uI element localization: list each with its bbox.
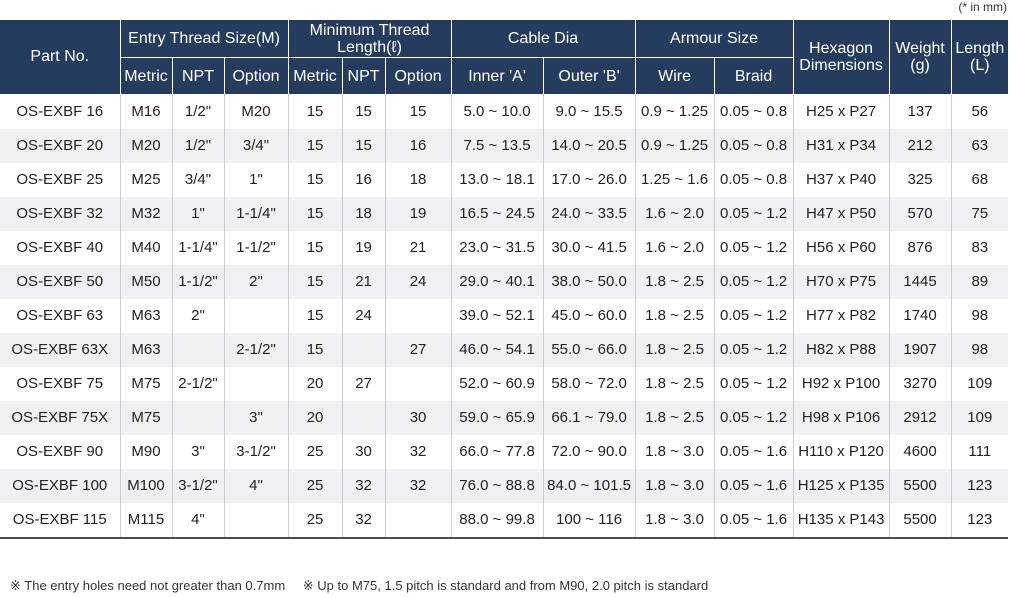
table-row (0, 197, 1008, 231)
cell-length: 109 (951, 401, 1008, 435)
cell-armour-braid: 0.05 ~ 1.6 (714, 503, 793, 538)
cell-length: 123 (951, 469, 1008, 503)
cell-part-no: OS-EXBF 75X (0, 401, 120, 435)
cell-weight: 4600 (889, 435, 951, 469)
cell-weight: 1740 (889, 299, 951, 333)
cell-min-npt: 24 (342, 299, 385, 333)
cell-min-npt: 27 (342, 367, 385, 401)
cell-entry-metric: M90 (120, 435, 172, 469)
cell-entry-metric: M63 (120, 333, 172, 367)
footnotes (10, 578, 722, 594)
cell-min-npt: 15 (342, 129, 385, 163)
cell-part-no: OS-EXBF 75 (16, 375, 104, 392)
cell-entry-metric: M75 (120, 401, 172, 435)
subheader-min-npt: NPT (342, 58, 385, 95)
cell-hexagon-dimensions: H82 x P88 (793, 333, 889, 367)
subheader-entry-metric: Metric (120, 58, 172, 95)
cell-cable-inner: 39.0 ~ 52.1 (451, 299, 543, 333)
cell-hexagon-dimensions: H56 x P60 (793, 231, 889, 265)
cell-cable-outer: 14.0 ~ 20.5 (543, 129, 635, 163)
table-header (0, 20, 1008, 94)
table-row (0, 231, 1008, 265)
table-row (0, 94, 1008, 129)
cell-entry-npt: 1/2" (172, 129, 224, 163)
cell-hexagon-dimensions: H31 x P34 (793, 129, 889, 163)
cell-min-metric: 15 (288, 299, 342, 333)
cell-armour-braid: 0.05 ~ 1.2 (714, 265, 793, 299)
cell-armour-wire: 1.8 ~ 2.5 (635, 401, 714, 435)
cell-min-npt: 21 (342, 265, 385, 299)
table-row (0, 503, 1008, 538)
header-cable-dia: Cable Dia (451, 20, 635, 58)
cell-armour-braid: 0.05 ~ 0.8 (714, 94, 793, 129)
cell-armour-braid: 0.05 ~ 1.6 (714, 435, 793, 469)
cell-cable-inner: 52.0 ~ 60.9 (451, 367, 543, 401)
cell-armour-braid: 0.05 ~ 1.6 (714, 469, 793, 503)
cell-hexagon-dimensions: H110 x P120 (793, 435, 889, 469)
cell-entry-npt: 3-1/2" (172, 469, 224, 503)
cell-min-metric: 25 (288, 435, 342, 469)
cell-part-no: OS-EXBF 115 (0, 503, 120, 538)
cell-armour-wire: 1.8 ~ 3.0 (635, 503, 714, 538)
cell-armour-wire: 0.9 ~ 1.25 (635, 129, 714, 163)
cell-part-no: OS-EXBF 40 (16, 239, 104, 256)
cell-entry-npt: 2" (172, 299, 224, 333)
cell-entry-metric: M40 (120, 231, 172, 265)
cell-entry-metric: M100 (120, 469, 172, 503)
cell-entry-option: 2-1/2" (224, 333, 288, 367)
cell-length: 98 (951, 299, 1008, 333)
cell-armour-wire: 1.8 ~ 3.0 (635, 435, 714, 469)
header-hexagon-dimensions: Hexagon Dimensions (793, 20, 889, 94)
cell-length: 75 (951, 197, 1008, 231)
cell-min-metric: 15 (288, 333, 342, 367)
table-row (0, 333, 1008, 367)
cell-min-metric: 15 (288, 265, 342, 299)
cell-cable-outer: 84.0 ~ 101.5 (543, 469, 635, 503)
cell-entry-npt: 4" (172, 503, 224, 538)
cell-armour-wire: 1.8 ~ 2.5 (635, 333, 714, 367)
cell-cable-outer: 58.0 ~ 72.0 (543, 367, 635, 401)
cell-length: 109 (951, 367, 1008, 401)
cell-min-option: 27 (385, 333, 451, 367)
subheader-min-metric: Metric (288, 58, 342, 95)
cell-min-option: 32 (385, 435, 451, 469)
table-row (0, 435, 1008, 469)
cell-min-npt: 16 (342, 163, 385, 197)
cell-entry-metric: M25 (120, 163, 172, 197)
cell-min-npt: 30 (342, 435, 385, 469)
cell-entry-metric: M50 (120, 265, 172, 299)
cell-weight: 137 (889, 94, 951, 129)
cell-armour-braid: 0.05 ~ 1.2 (714, 367, 793, 401)
cell-hexagon-dimensions: H47 x P50 (793, 197, 889, 231)
subheader-armour-wire: Wire (635, 58, 714, 95)
table-row (0, 299, 1008, 333)
header-entry-thread-size: Entry Thread Size(M) (120, 20, 288, 58)
cell-min-option: 32 (385, 469, 451, 503)
cell-entry-npt: 1-1/4" (172, 231, 224, 265)
cell-armour-wire: 1.8 ~ 3.0 (635, 469, 714, 503)
cell-hexagon-dimensions: H98 x P106 (793, 401, 889, 435)
subheader-armour-braid: Braid (714, 58, 793, 95)
cell-weight: 1445 (889, 265, 951, 299)
cell-cable-inner: 66.0 ~ 77.8 (451, 435, 543, 469)
cell-min-metric: 20 (288, 401, 342, 435)
table-row (0, 265, 1008, 299)
cell-entry-npt: 1-1/2" (172, 265, 224, 299)
cell-cable-inner: 5.0 ~ 10.0 (451, 94, 543, 129)
cell-entry-npt: 2-1/2" (172, 367, 224, 401)
header-minimum-thread-length: Minimum Thread Length(ℓ) (288, 20, 451, 58)
cell-entry-npt: 3/4" (172, 163, 224, 197)
cell-armour-braid: 0.05 ~ 1.2 (714, 197, 793, 231)
cell-cable-outer: 55.0 ~ 66.0 (543, 333, 635, 367)
cell-entry-metric: M115 (120, 503, 172, 538)
cell-entry-option: 4" (224, 469, 288, 503)
cell-min-option: 30 (385, 401, 451, 435)
cell-entry-option (224, 367, 288, 401)
cell-hexagon-dimensions: H77 x P82 (793, 299, 889, 333)
cell-part-no: OS-EXBF 32 (0, 197, 120, 231)
cell-hexagon-dimensions: H125 x P135 (793, 469, 889, 503)
cell-armour-wire: 1.6 ~ 2.0 (635, 197, 714, 231)
cell-weight: 876 (889, 231, 951, 265)
spec-table (0, 20, 1008, 539)
cell-armour-wire: 1.8 ~ 2.5 (635, 367, 714, 401)
cell-entry-option: 2" (224, 265, 288, 299)
cell-part-no: OS-EXBF 25 (16, 171, 104, 188)
cell-min-option: 18 (385, 163, 451, 197)
header-weight: Weight (g) (889, 20, 951, 94)
cell-min-metric: 25 (288, 503, 342, 538)
cell-cable-inner: 59.0 ~ 65.9 (451, 401, 543, 435)
cell-length: 68 (951, 163, 1008, 197)
header-length: Length (L) (951, 20, 1008, 94)
cell-length: 56 (951, 94, 1008, 129)
cell-entry-option: 1-1/2" (224, 231, 288, 265)
cell-cable-outer: 30.0 ~ 41.5 (543, 231, 635, 265)
cell-cable-inner: 13.0 ~ 18.1 (451, 163, 543, 197)
cell-part-no: OS-EXBF 63X (0, 333, 120, 367)
cell-cable-inner: 88.0 ~ 99.8 (451, 503, 543, 538)
cell-min-option: 19 (385, 197, 451, 231)
cell-cable-outer: 72.0 ~ 90.0 (543, 435, 635, 469)
cell-length: 63 (951, 129, 1008, 163)
cell-weight: 2912 (889, 401, 951, 435)
cell-length: 89 (951, 265, 1008, 299)
table-row (0, 163, 1008, 197)
cell-weight: 570 (889, 197, 951, 231)
cell-entry-npt: 1" (172, 197, 224, 231)
cell-cable-outer: 24.0 ~ 33.5 (543, 197, 635, 231)
cell-part-no: OS-EXBF 63 (16, 307, 104, 324)
cell-min-npt (342, 333, 385, 367)
cell-entry-option: 3" (224, 401, 288, 435)
cell-min-npt: 32 (342, 503, 385, 538)
cell-entry-npt (172, 401, 224, 435)
cell-weight: 212 (889, 129, 951, 163)
cell-min-metric: 15 (288, 163, 342, 197)
cell-armour-wire: 1.8 ~ 2.5 (635, 265, 714, 299)
cell-min-npt: 15 (342, 94, 385, 129)
unit-note: (* in mm) (958, 0, 1007, 14)
cell-entry-option: 3-1/2" (224, 435, 288, 469)
cell-min-option: 16 (385, 129, 451, 163)
cell-cable-outer: 17.0 ~ 26.0 (543, 163, 635, 197)
cell-weight: 5500 (889, 503, 951, 538)
cell-weight: 3270 (889, 367, 951, 401)
cell-length: 123 (951, 503, 1008, 538)
cell-length: 111 (951, 435, 1008, 469)
cell-cable-inner: 23.0 ~ 31.5 (451, 231, 543, 265)
cell-entry-npt (172, 333, 224, 367)
cell-entry-metric: M20 (120, 129, 172, 163)
cell-armour-braid: 0.05 ~ 1.2 (714, 299, 793, 333)
table-row (0, 367, 1008, 401)
cell-min-metric: 15 (288, 129, 342, 163)
cell-entry-option (224, 299, 288, 333)
cell-entry-option: M20 (224, 94, 288, 129)
subheader-min-option: Option (385, 58, 451, 95)
subheader-entry-npt: NPT (172, 58, 224, 95)
cell-min-metric: 20 (288, 367, 342, 401)
cell-hexagon-dimensions: H37 x P40 (793, 163, 889, 197)
cell-min-npt (342, 401, 385, 435)
cell-armour-braid: 0.05 ~ 1.2 (714, 231, 793, 265)
cell-min-metric: 15 (288, 94, 342, 129)
cell-armour-wire: 1.25 ~ 1.6 (635, 163, 714, 197)
cell-min-metric: 15 (288, 197, 342, 231)
cell-weight: 5500 (889, 469, 951, 503)
cell-weight: 1907 (889, 333, 951, 367)
subheader-cable-inner: Inner 'A' (451, 58, 543, 95)
cell-cable-outer: 45.0 ~ 60.0 (543, 299, 635, 333)
cell-min-npt: 19 (342, 231, 385, 265)
cell-min-metric: 25 (288, 469, 342, 503)
cell-hexagon-dimensions: H135 x P143 (793, 503, 889, 538)
table-row (0, 401, 1008, 435)
cell-hexagon-dimensions: H70 x P75 (793, 265, 889, 299)
cell-entry-metric: M32 (120, 197, 172, 231)
cell-cable-inner: 7.5 ~ 13.5 (451, 129, 543, 163)
cell-armour-wire: 1.8 ~ 2.5 (635, 299, 714, 333)
cell-cable-outer: 100 ~ 116 (543, 503, 635, 538)
cell-cable-inner: 16.5 ~ 24.5 (451, 197, 543, 231)
cell-min-option: 21 (385, 231, 451, 265)
cell-length: 98 (951, 333, 1008, 367)
subheader-entry-option: Option (224, 58, 288, 95)
cell-armour-wire: 0.9 ~ 1.25 (635, 94, 714, 129)
cell-cable-outer: 66.1 ~ 79.0 (543, 401, 635, 435)
cell-length: 83 (951, 231, 1008, 265)
table-body (0, 94, 1008, 538)
cell-hexagon-dimensions: H25 x P27 (793, 94, 889, 129)
cell-entry-npt: 3" (172, 435, 224, 469)
cell-entry-option: 1" (224, 163, 288, 197)
cell-min-option: 15 (385, 94, 451, 129)
cell-entry-npt: 1/2" (172, 94, 224, 129)
cell-entry-option: 3/4" (224, 129, 288, 163)
cell-cable-outer: 9.0 ~ 15.5 (543, 94, 635, 129)
cell-hexagon-dimensions: H92 x P100 (793, 367, 889, 401)
cell-min-npt: 18 (342, 197, 385, 231)
cell-cable-inner: 76.0 ~ 88.8 (451, 469, 543, 503)
cell-cable-inner: 29.0 ~ 40.1 (451, 265, 543, 299)
cell-armour-braid: 0.05 ~ 0.8 (714, 129, 793, 163)
cell-cable-outer: 38.0 ~ 50.0 (543, 265, 635, 299)
cell-entry-option: 1-1/4" (224, 197, 288, 231)
header-armour-size: Armour Size (635, 20, 793, 58)
cell-entry-metric: M16 (120, 94, 172, 129)
header-part-no: Part No. (0, 20, 120, 94)
cell-armour-braid: 0.05 ~ 1.2 (714, 401, 793, 435)
cell-entry-metric: M63 (120, 299, 172, 333)
table-row (0, 469, 1008, 503)
footnote-pitch-standard: ※ Up to M75, 1.5 pitch is standard and from M90, 2.0 pitch is standard (302, 578, 709, 593)
table-row (0, 129, 1008, 163)
cell-entry-option (224, 503, 288, 538)
footnote-entry-holes: ※ The entry holes need not greater than 0.7mm (10, 578, 286, 593)
cell-part-no: OS-EXBF 16 (16, 103, 104, 120)
cell-part-no: OS-EXBF 50 (0, 265, 120, 299)
cell-min-option (385, 367, 451, 401)
cell-cable-inner: 46.0 ~ 54.1 (451, 333, 543, 367)
cell-min-option (385, 299, 451, 333)
cell-weight: 325 (889, 163, 951, 197)
cell-part-no: OS-EXBF 100 (0, 469, 120, 503)
cell-entry-metric: M75 (120, 367, 172, 401)
subheader-cable-outer: Outer 'B' (543, 58, 635, 95)
cell-part-no: OS-EXBF 90 (16, 443, 104, 460)
cell-armour-braid: 0.05 ~ 0.8 (714, 163, 793, 197)
cell-armour-braid: 0.05 ~ 1.2 (714, 333, 793, 367)
cell-min-option (385, 503, 451, 538)
cell-part-no: OS-EXBF 20 (0, 129, 120, 163)
cell-min-metric: 15 (288, 231, 342, 265)
cell-armour-wire: 1.6 ~ 2.0 (635, 231, 714, 265)
cell-min-option: 24 (385, 265, 451, 299)
cell-min-npt: 32 (342, 469, 385, 503)
